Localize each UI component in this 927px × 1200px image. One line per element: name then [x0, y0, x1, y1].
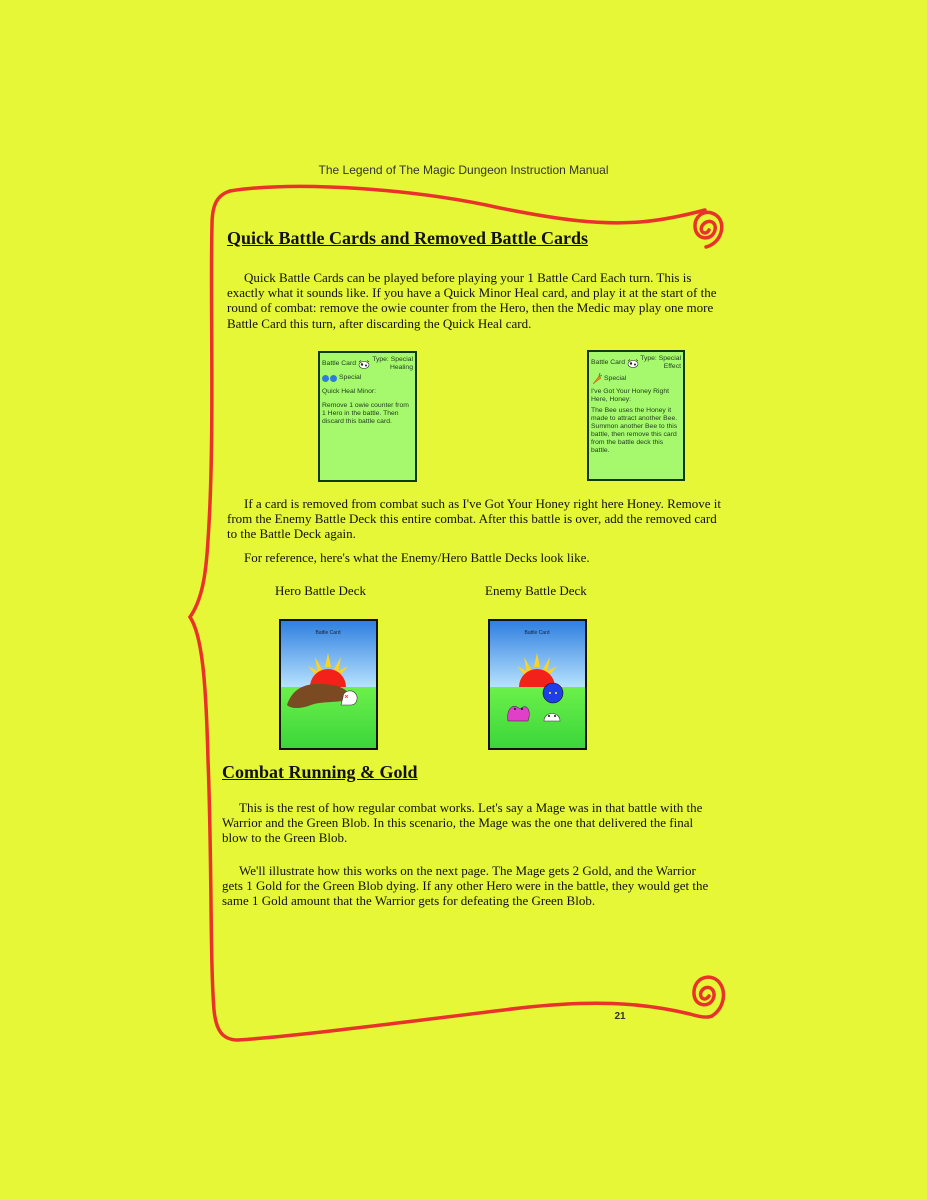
enemy-deck-label: Enemy Battle Deck — [485, 583, 587, 598]
enemy-deck-card-label: Battle Card — [524, 630, 550, 636]
section-heading-quick-battle-cards: Quick Battle Cards and Removed Battle Cards — [227, 228, 588, 248]
card-type: Type: Special Effect — [640, 355, 681, 370]
running-header: The Legend of The Magic Dungeon Instruction Manual — [318, 163, 609, 177]
cow-icon — [358, 360, 370, 369]
card-type: Type: Special Healing — [372, 356, 413, 371]
hero-deck-card-label: Battle Card — [315, 630, 341, 636]
paw-icon — [322, 375, 337, 382]
quick-heal-minor-card — [318, 351, 417, 482]
card-body: The Bee uses the Honey it made to attract another Bee. Summon another Bee to this battle, then remove this card from the battle deck this battle. — [591, 407, 678, 454]
cow-icon — [627, 359, 639, 368]
enemy-battle-deck-card — [488, 619, 587, 750]
paragraph-quick-battle-intro: Quick Battle Cards can be played before playing your 1 Battle Card Each turn. This is exactly what it sounds like. If you have a Quick Minor Heal card, and play it at the start of the round of combat: remove the owie counter from the Hero, then the Medic may play one more Battle Card this turn, after discarding the Quick Heal card. — [227, 270, 717, 331]
hero-deck-label: Hero Battle Deck — [275, 583, 366, 598]
hero-deck-art — [281, 621, 376, 748]
enemy-deck-art — [490, 621, 585, 748]
card-title: Quick Heal Minor: — [322, 388, 377, 395]
paragraph-combat-rest: This is the rest of how regular combat works. Let's say a Mage was in that battle with the Warrior and the Green Blob. In this scenario, the Mage was the one that delivered the final blow to the Green Blob. — [222, 800, 703, 846]
honey-right-here-card — [587, 350, 685, 481]
hero-battle-deck-card — [279, 619, 378, 750]
paragraph-gold-illustration: We'll illustrate how this works on the next page. The Mage gets 2 Gold, and the Warrior gets 1 Gold for the Green Blob dying. If any other Hero were in the battle, they would get the same 1 Gold amount that the Warrior gets for defeating the Green Blob. — [222, 863, 709, 909]
card-label: Battle Card — [591, 359, 626, 366]
card-label: Battle Card — [322, 360, 357, 367]
page-number: 21 — [614, 1011, 626, 1022]
paragraph-deck-reference: For reference, here's what the Enemy/Hero Battle Decks look like. — [244, 550, 590, 565]
paragraph-removed-cards: If a card is removed from combat such as I've Got Your Honey right here Honey. Remove it from the Enemy Battle Deck this entire combat. After this battle is over, add the removed card to the Battle Deck again. — [227, 496, 721, 542]
card-body: Remove 1 owie counter from 1 Hero in the battle. Then discard this battle card. — [322, 402, 409, 425]
carrot-icon — [591, 373, 602, 385]
card-special-label: Special — [339, 374, 362, 381]
card-title: I've Got Your Honey Right Here, Honey: — [591, 388, 669, 403]
section-heading-combat-running: Combat Running & Gold — [222, 762, 418, 782]
card-special-label: Special — [604, 375, 627, 382]
